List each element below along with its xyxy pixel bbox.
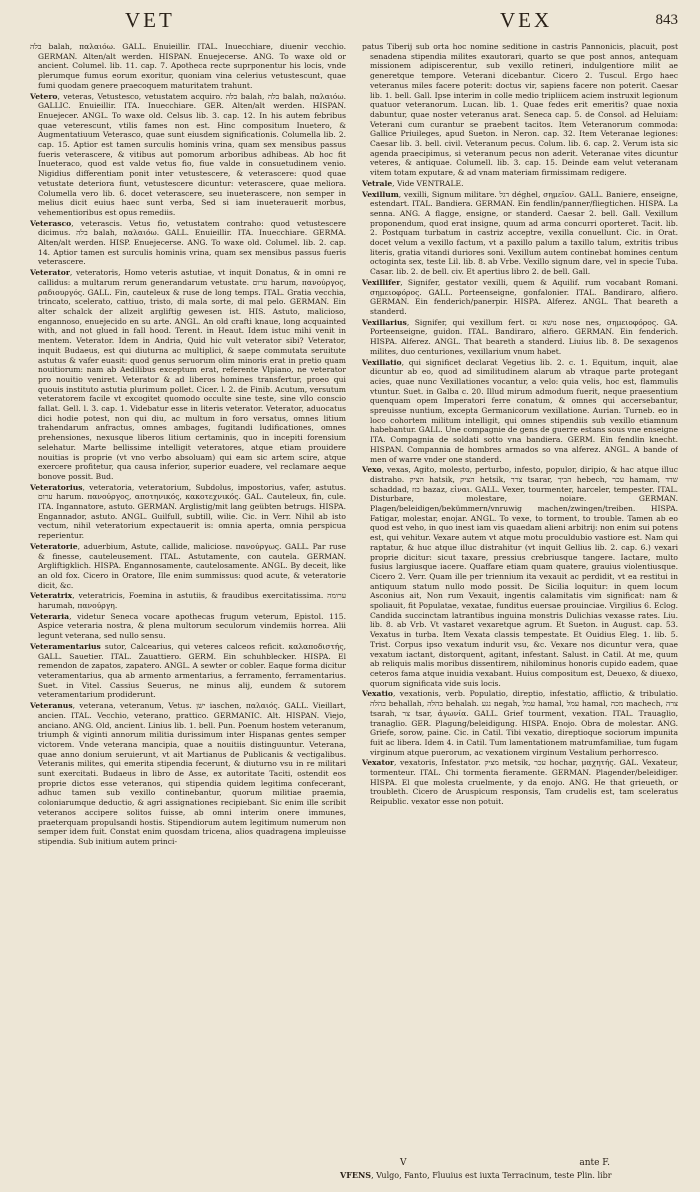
catchword-right: ante F. bbox=[579, 1158, 610, 1168]
entry-headword: Veteranus bbox=[30, 701, 73, 711]
footer-headword: VFENS bbox=[340, 1170, 372, 1180]
footer-entry bbox=[340, 1170, 670, 1181]
entry-text: , Signifer, gestator vexilli, quem & Aquilif. rum vocabant Romani. σημειοφόρος. GALL. Porteenseigne, gonfalonier. ITAL. Bandiraro, alfiero. GERMAN. Ein fenderich/panerpir. HISPA. Alferez. ANGL. That beareth a standerd. bbox=[370, 277, 678, 316]
entry-text: , videtur Seneca vocare apothecas frugum veterum, Epistol. 115. Aspice veteraria nostra, & plena multorum seculorum vindemiis horrea. Alii legunt veterana, sed nullo sensu. bbox=[38, 611, 346, 641]
entry-text: , vexationis, verb. Populatio, direptio, infestatio, afflictio, & tribulatio. בהלה behallah, בהלה behalah. נגע negah, עמל hamal, עמל hamal, מכה machech, צרה tsarah, צר tsar, ἀγωνία. GALL. Grief tourment, vexation. ITAL. Trauaglio, tranaglio. GER. Plagung/beleidigung. HISPA. Enojo. Obra de molestar. ANG. Griefe, sorow, paine. Cic. in Catil. Tibi vexatio, direptioque sociorum impunita fuit ac libera. Idem 4. in Catil. Tum lamentationem matrumfamiliae, tum fugam virginum atque puerorum, ac vexationem virginum Vestalium perhorresco. bbox=[370, 689, 678, 757]
entry-text: , vexilli, Signum militare. דגל déghel, σημεῖον. GALL. Baniere, enseigne, estendart. ITAL. Bandiera. GERMAN. Ein fendlin/panner/fliegtichen. HISPA. La senna. ANG. A flagge, ensigne, or standerd. Caesar 2. bell. Gall. Vexillum proponendum, quod erat insigne, quum ad arma concurri oporteret. Tacit. lib. 2. Postquam turbatum in castriz acceptre, vexilla conuellunt. Cic. in Orat. docet velum a vexillo factum, vt a paxillo palum a taxillo talum, extritis tribus literis, gratia vitandi duriores soni. Vexillum autem continebat homines centum octoginta sex, teste Lil. lib. 8. ab Vrbe. Vexillo signum dare, vel in specie Tuba. Casar. lib. 2. de bell. civ. Et apertius libro 2. de bell. Gall. bbox=[370, 189, 678, 277]
entry-headword: Veteramentarius bbox=[30, 641, 101, 651]
dictionary-entry bbox=[30, 542, 346, 591]
entry-text: , veterascis. Vetus fio, vetustatem contraho: quod vetustescere dicimus. בלה balah, παλαιόω. GALL. Enuieillir. ITA. Inuecchiare. GERMA. Alten/alt werden. HISP. Enuejecerse. ANG. To waxe old. Columel. lib. 2. cap. 14. Aptior tamen est surculis hominis vrina, quam sex mensibus passus fueris veterascere. bbox=[38, 218, 346, 267]
entry-text: , Signifer, qui vexillum fert. נושא נס nose nes, σημειοφόρος. GA. Porteenseigne, guidon. ITAL. Bandiraro, alfiero. GERMAN. Ein fenderich. HISPA. Alferez. ANGL. That beareth a standerd. Liuius lib. 8. De sexagenos milites, duo centuriones, vexillarium vnum habet. bbox=[370, 317, 678, 356]
dictionary-entry bbox=[30, 92, 346, 218]
entry-text: , Vide VENTRALE. bbox=[392, 178, 464, 188]
entry-headword: Veteratorie bbox=[30, 541, 78, 551]
dictionary-entry bbox=[30, 268, 346, 481]
left-column bbox=[30, 42, 346, 1172]
entry-headword: Vexo bbox=[362, 465, 382, 475]
dictionary-entry bbox=[362, 465, 678, 688]
entry-headword: Vexillatio bbox=[362, 357, 402, 367]
catchword-left: V bbox=[400, 1158, 407, 1168]
entry-text: , aduerbium, Astute, callide, maliciose. πανούργως. GALL. Par ruse & finesse, cauteleusement. ITAL. Astutamente, con cautela. GERMAN. Argliftigklich. HISPA. Engannosamente, cautelosamente. ANGL. By deceit, like an old fox. Cicero in Oratore, Ille enim summissus: quod acute, & veteratorie dicit, &c. bbox=[38, 541, 346, 590]
catchword-line bbox=[340, 1158, 670, 1168]
page-header bbox=[30, 8, 678, 42]
dictionary-entry bbox=[362, 358, 678, 465]
entry-text: , qui significet declarat Vegetius lib. 2. c. 1. Equitum, inquit, alae dicuntur ab eo, quod ad similitudinem alarum ab vtraque parte protegant acies, quae nunc Vexillationes vocantur, a velo: quia velis, hoc est, flammulis vtuntur. Suet. in Galba c. 20. Illud mirum admodum fuerit, neque praesentium quenquam opem Imperatori ferre conatum, & omnes qui accersebantur, spreuisse nuntium, excepta Germanicorum vexillatione. Aurian. Turneb. eo in loco cohortem militum intelligit, qui omnes stipendiis sub vexillo etiamnum habebantur. GALL. Une compagnie de gens de guerre estans sous vne enseigne ITA. Compagnia de soldati sotto vna bandiera. GERM. Ein fendlin knecht. HISPAN. Compannia de hombres armados so vna alferez. ANGL. A bande of men of warre vnder one standerd. bbox=[370, 357, 678, 464]
dictionary-entry bbox=[362, 758, 678, 807]
running-head-left: VET bbox=[125, 8, 175, 32]
entry-headword: Veterasco bbox=[30, 218, 72, 228]
dictionary-entry bbox=[30, 642, 346, 700]
running-head-right: VEX bbox=[500, 8, 553, 32]
entry-headword: Vetero bbox=[30, 91, 58, 101]
entry-text: , vexas, Agito, molesto, perturbo, infesto, populor, diripio, & hac atque illuc distraho. הציק hatsik, הציק hetsik, צרר tsarar, הביך hebech, עכר hamam, שדד schaddad, בזז bazaz, εἰναι. GALL. Vexer, tourmenter, harceler, tempester. ITAL. Disturbare, molestare, noiare. GERMAN. Plagen/beleidigen/bekümmern/vnruwig machen/zwingen/treiben. HISPA. Fatigar, molestar, enojar. ANGL. To vexe, to torment, to trouble. Tamen ab eo quod est veho, in quo inest iam vis quaedam alieni arbitrij: non enim sui potens est, qui vehitur. Vexare autem vt atque motu proculdubio vastiore est. Nam qui raptatur, & huc atque illuc distrahitur (vt inquit Gellius lib. 2. cap. 6.) vexari proprie dicitur: sicut taxare, pressius crebriusque tangere. Iactare, multo fusius largiusque iacere. Quaffare etiam quam quatere, grauius violentiusque. Cicero 2. Verr. Quam ille per triennium ita vexauit ac perdidit, vt ea restitui in antiquum statum nullo modo possit. De Sicilia loquitur: in quem locum Asconius ait, Non rum Vexauit, ingentis calamitatis vim significat: nam & spoliauit, fit Populatae, vexatae, funditus euersae prouinciae. Virgilius 6. Eclog. Candida succinctam latrantibus inguina monstris Dulichias vexasse rates. Liu. lib. 8. ab Vrb. Vt vastaret vexaretque agrum. Et Sueton. in August. cap. 53. Vexatus in turba. Item Vexata classis tempestate. Et Ouidius Eleg. 1. lib. 5. Trist. Corpus ipso vexatum indurit vsu, &c. Vexare nos dicuntur vera, quae vexatum iactant, distorquent, agitant, infestant. Salust. in Catil. At me, quum ab reliquis malis moribus dissentirem, nihilominus honoris cupido eadem, quae ceteros fama atque inuidia vexabant. Huius compositum est, Deuexo, & diuexo, quorum significata vide suis locis. bbox=[370, 465, 678, 688]
entry-headword: Veteratorius bbox=[30, 482, 83, 492]
dictionary-entry bbox=[362, 190, 678, 277]
dictionary-entry bbox=[362, 179, 678, 189]
entry-headword: Vexillum bbox=[362, 189, 399, 199]
dictionary-entry bbox=[362, 42, 678, 178]
page-footer bbox=[340, 1158, 670, 1182]
footer-text: , Vulgo, Fanto, Fluuius est iuxta Terracinum, teste Plin. libr bbox=[371, 1171, 612, 1180]
entry-headword: Vexillifer bbox=[362, 277, 401, 287]
dictionary-entry bbox=[362, 278, 678, 317]
dictionary-entry bbox=[30, 591, 346, 610]
entry-headword: Vetrale bbox=[362, 178, 393, 188]
dictionary-entry bbox=[30, 701, 346, 847]
dictionary-entry bbox=[30, 219, 346, 268]
entry-headword: Vexillarius bbox=[362, 317, 407, 327]
entry-headword: Veterator bbox=[30, 268, 70, 278]
entry-headword: Vexator bbox=[362, 758, 395, 768]
entry-text: בלה balah, παλαιόω. GALL. Enuieillir. ITAL. Inuecchiare, diuenir vecchio. GERMAN. Alten/alt werden. HISPAN. Enuejecerse. ANG. To waxe old or ancient. Columel. lib. 11. cap. 7. Apotheca recte suprponentur his locis, vnde plerumque fumus eorum exoritur, quoniam vina celerius vetustescunt, quae fumi quodam genere praecoquem maturitatem trahunt. bbox=[30, 42, 346, 90]
page-number: 843 bbox=[655, 12, 678, 28]
entry-text: , veteratoria, veteratorium, Subdolus, impostorius, vafer, astutus. ערום harum. πανούργος, αποτηνικός, κακοτεχνικός. GAL. Cauteleux, fin, cule. ITA. Ingannatore, astuto. GERMAN. Arglistig/mit lang geübten betrugs. HISPA. Engannador, astuto. ANGL. Guilfull, subtill, wilie. Cic. in Verr. Nihil ab isto vectum, nihil veteratorium expectauerit is: omnia aperta, omnia perspicua reperientur. bbox=[38, 482, 346, 541]
entry-headword: Vexatio bbox=[362, 689, 393, 699]
entry-text: , veterana, veteranum, Vetus. ישן iaschen, παλαιός. GALL. Vieillart, ancien. ITAL. Vecchio, veterano, prattico. GERMANIC. Alt. HISPAN. Viejo, anciano. ANG. Old, ancient. Linius lib. 1. bell. Pun. Poenum hostem veteranum, triumph & viginti annorum militia durissimum inter Hispanas gentes semper victorem. Vnde veterana mancipia, quae a nouitiis distinguuntur. Veterana, quae anno donium seruierunt, vt ait Martianus de Publicanis & vectigalibus. Veteranis milites, qui emerita stipendia fecerunt, & diuturno vsu in re militari sunt exercitati. Budaeus in libro de Asse, ex autoritate Taciti, ostendit eos proprie dictos esse veteranos, qui stipendia quidem legitima confecerant, adhuc tamen sub vexillo continebantur, quorum militiae praemia, coloniarumque deductio, & agri assignationes recipiebant. Sic enim ille scribit veteranos accipere solitos fuisse, ab omni interim onere immunes, praeterquam propulsandi hostis. Stipendiorum autem legitimum numerum non semper idem fuit. Constat enim quosdam tricena, alios quadragena impleuisse stipendia. Sub initium autem princi- bbox=[38, 701, 346, 846]
entry-text: , veteras, Vetustesco, vetustatem acquiro. בלה balah, בלה balah, παλαιόω. GALLIC. Enuieillir. ITA. Inuecchiare. GER. Alten/alt werden. HISPAN. Enuejecer. ANGL. To waxe old. Celsus lib. 3. cap. 12. In his autem febribus quae veterescunt, vtilis fames non est. Hinc compositum Inuetero, & Augmentatiuum Veterasco, quae sunt eiusdem significationis. Columella lib. 2. cap. 15. Aptior est tamen surculis hominis vrina, quam sex mensibus passus fueris veterascere, & vitibus aut pomorum arboribus adhibeas. Ab hoc fit Inueteraco, quod est valde vetus fio, fiue valde in consuetudinem venio. Nigidius differentiam ponit inter vetustescere, & veterascere: quod quae vetustate deteriora fiunt, vetustescere dicuntur: veterascere, quae meliora. Columella vero lib. 6. docet veterascere, seu inueterascere, non semper in melius dicit euius haec sunt verba, Sed si iam inueterauerit morbus, vehementioribus est opus remediis. bbox=[38, 91, 346, 217]
entry-text: sutor, Calcearius, qui veteres calceos reficit. καλαποδιστής, GALL. Sauetier. ITAL. Zauattiero. GERM. Ein schuhblecker. HISPA. El remendon de zapatos, zapatero. ANGL. A sewter or cobler. Eaque forma dicitur veteramentarius, qua ab armento armentarius, a ferramento, ferramentarius. Suet. in Vitel. Cassius Seuerus, ne minus alij, eundem & sutorem veteramentarium prodiderunt. bbox=[38, 641, 346, 700]
entry-text: , veteratoris, Homo veteris astutiae, vt inquit Donatus, & in omni re callidus: a multarum rerum generandarum vetustate. ערום harum, πανούργος, ραδιουργός. GALL. Fin, cauteleux & ruse de long temps. ITAL. Gratia vecchia, trincato, scelerato, cattiuo, tristo, di mala sorte, di mal pelo. GERMAN. Ein alter schalck der allzeit argliftig gewesen ist. HIS. Astuto, malicioso, engannoso, enuejecido en su arte. ANGL. An old crafti knaue, long acquainted with, and not glued in fall hood. Terent. in Heaut. Idem istuc mihi venit in mentem. Veterator. Idem in Andria, Quid hic vult veterator sibi? Veterator, inquit Budaeus, est qui diuturna ac multiplici, & saepe commutata seruitute astutus & vafer euasit: quod genus seruorum olim minoris erat in pretio quam nouitiorum: nam ab Aedilibus exceptum erat, referente Vlpiano, ne veterator pro nouitio veniret. Veterator & ad liberos homines transfertur, proeo qui quouis instituto astutia plurimum pollet. Cicer. l. 2. de Finib. Acutum, versutum veteratorem facile vt excogitet quomodo occulte sine teste, sine vllo conscio fallat. Gell. l. 3. cap. 1. Videbatur esse in literis veterator. Veterator, aduocatus dici hodie potest, non qui diu, ac multum in foro versatus, omnes litium trahendarum anfractus, omnes ambages, fugitandi ludificationes, omnes prehensiones, nexusque liberos litium certaminis, quo in incepiti forensium selehatur. Marte bellissime intelligit veteratores, atque etiam prouidere nouitias is proprie (vt vno verbo absoluam) qui eam sic artem scire, atque exercere profitetur, qua causa inferior, superior euadere, vel reclamare aeque bonove possit. Bud. bbox=[38, 268, 346, 481]
entry-headword: Veteratrix bbox=[30, 591, 73, 601]
entry-text: , veteratricis, Foemina in astutiis, & fraudibus exercitatissima. ערומה harumah, πανούργη. bbox=[38, 591, 346, 611]
dictionary-entry bbox=[30, 483, 346, 541]
entry-text: patus Tiberij sub orta hoc nomine seditione in castris Pannonicis, placuit, post senadena stipendia milites exautorari, quarto se que post annos, antequam missionem adipiscerentur, sub vexillo retineri, indulgentiore milit ae generetque tempore. Veterani dicebantur. Cicero 2. Tuscul. Ergo haec veteranus miles facere poterit: doctus vir, sapiens facere non poterit. Caesar lib. 1. bell. Gall. Ipse interim in colle medio tripliicem aciem instruxit legionum quatuor veteranorum. Lucan. lib. 1. Quae fedes erit emeritis? quae noxia dabuntur, quae noster veteranus arat. Seneca cap. 5. de Consol. ad Heluiam: Veterani cum curantur se praebent tacitos. Item Veteranorum commoda: Gallice Priuileges, apud Sueton. in Neron. cap. 32. Item Veteranae legiones: Caesar lib. 3. bell. civil. Veteranum pecus. Colum. lib. 6. cap. 2. Verum ista sic agenda praecipimus, si veteranum pecus non aderit. Veteranae vites dicuntur veteres, & antiquae. Columell. lib. 3. cap. 15. Deinde eam velut veteranam vitem totam exputare, & ad vnam materiam firmissimam redigere. bbox=[362, 42, 678, 178]
entry-text: , vexatoris, Infestator. מציק metsik, עכר hochar, μαχητής. GAL. Vexateur, tormenteur. ITAL. Chi tormenta fieramente. GERMAN. Plagender/beleidiger. HISPA. El que molesta cruelmente, y da enojo. ANG. He that grieueth, or troubleth. Cicero de Aruspicum responsis, Tam crudelis est, tam sceleratus Reipublic. vexator esse non potuit. bbox=[370, 758, 678, 807]
text-columns bbox=[30, 42, 678, 1172]
dictionary-entry bbox=[30, 42, 346, 91]
dictionary-entry bbox=[362, 318, 678, 357]
dictionary-entry bbox=[362, 689, 678, 757]
right-column bbox=[362, 42, 678, 1172]
dictionary-entry bbox=[30, 612, 346, 641]
entry-headword: Veteraria bbox=[30, 611, 70, 621]
